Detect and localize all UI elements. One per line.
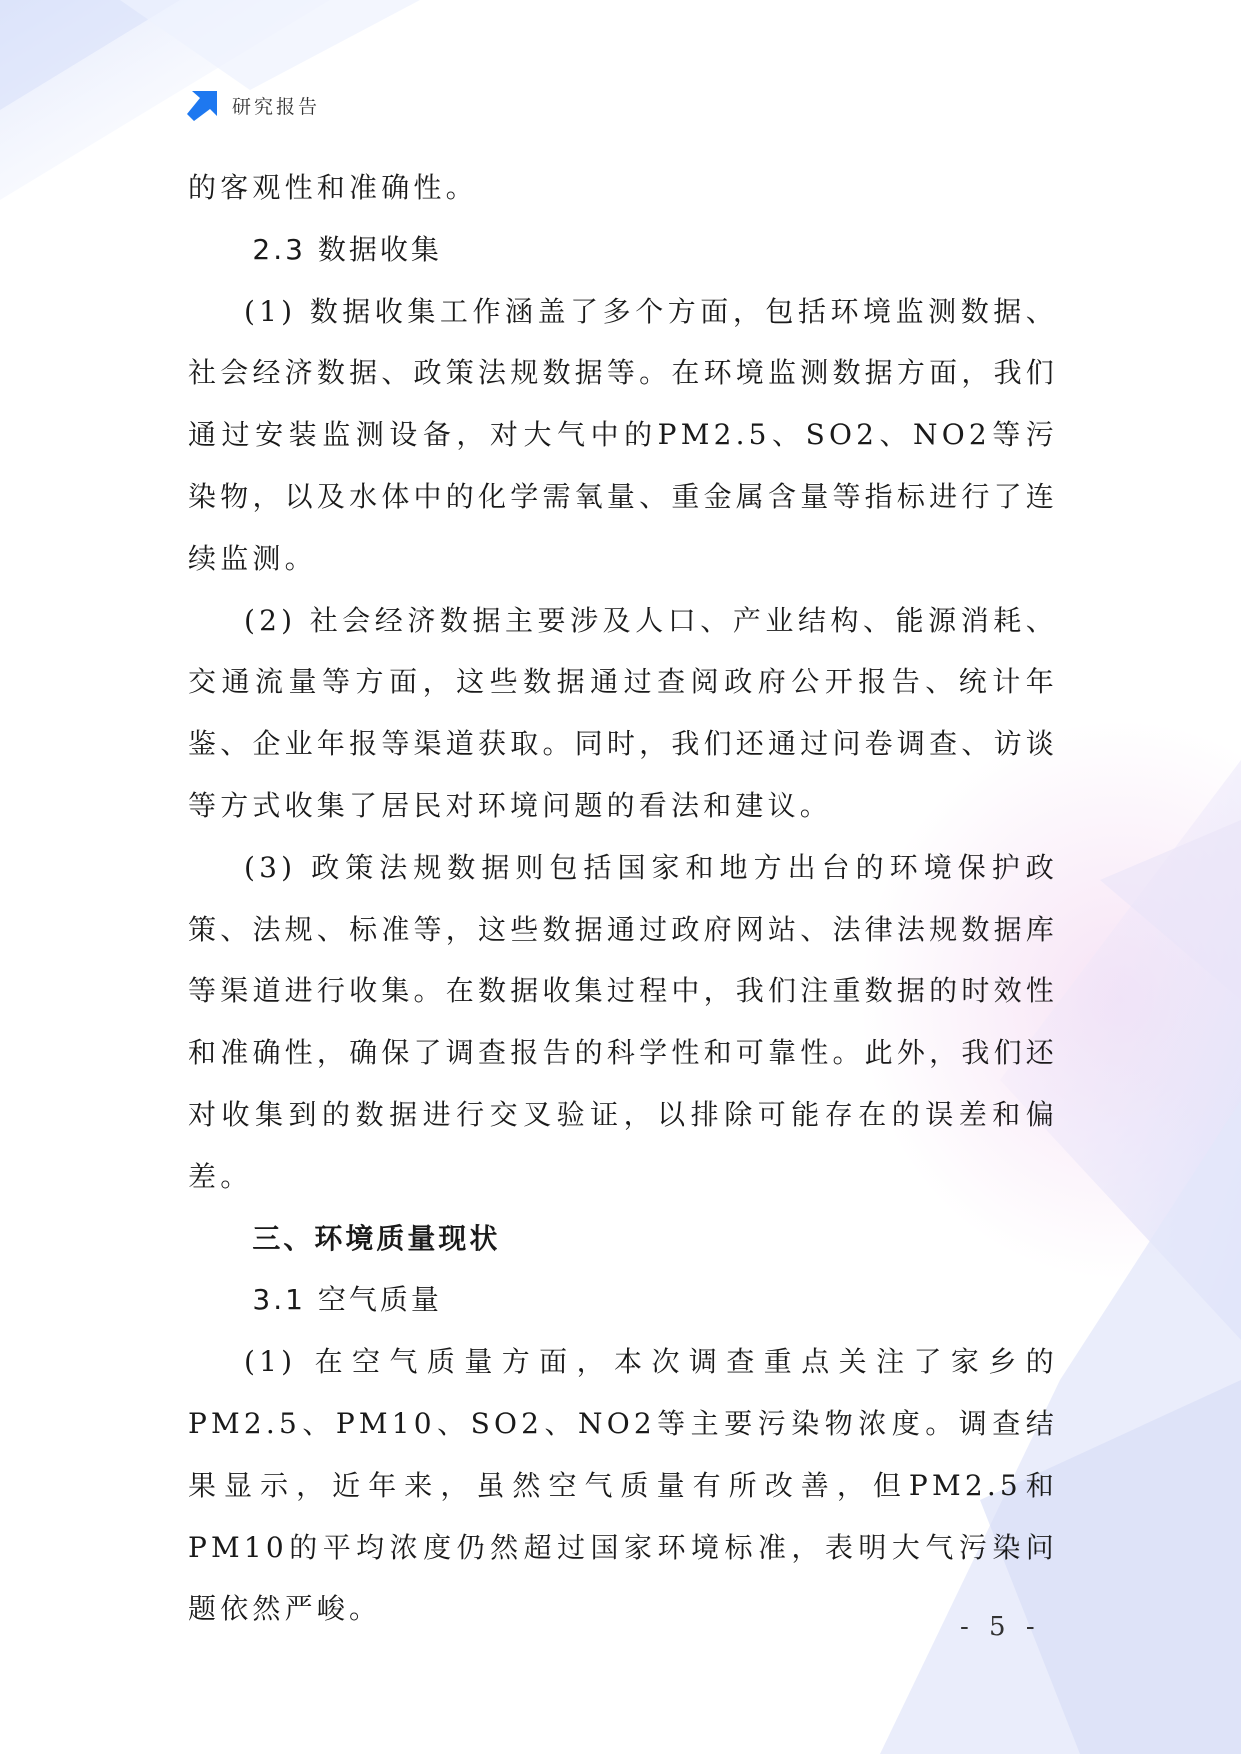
chapter-heading-3: 三、环境质量现状 bbox=[252, 1221, 501, 1255]
paragraph-data-collection-2: (2) 社会经济数据主要涉及人口、产业结构、能源消耗、交通流量等方面，这些数据通过查阅政府公开报告、统计年鉴、企业年报等渠道获取。同时，我们还通过问卷调查、访谈等方式收集了居民对环境问题的看法和建议。 bbox=[188, 603, 1058, 822]
section-heading-3-1: 3.1 空气质量 bbox=[252, 1283, 442, 1317]
paragraph-continuation: 的客观性和准确性。 bbox=[188, 171, 478, 204]
document-header bbox=[186, 88, 320, 122]
section-heading-2-3: 2.3 数据收集 bbox=[252, 232, 442, 266]
page-number: - 5 - bbox=[960, 1612, 1041, 1642]
paragraph-air-quality-1: (1) 在空气质量方面，本次调查重点关注了家乡的PM2.5、PM10、SO2、NO2等主要污染物浓度。调查结果显示，近年来，虽然空气质量有所改善，但PM2.5和PM10的平均浓度仍然超过国家环境标准，表明大气污染问题依然严峻。 bbox=[188, 1345, 1058, 1626]
document-body bbox=[188, 157, 1058, 1640]
arrow-up-right-icon bbox=[186, 88, 220, 122]
paragraph-data-collection-1: (1) 数据收集工作涵盖了多个方面，包括环境监测数据、社会经济数据、政策法规数据等。在环境监测数据方面，我们通过安装监测设备，对大气中的PM2.5、SO2、NO2等污染物，以及水体中的化学需氧量、重金属含量等指标进行了连续监测。 bbox=[188, 294, 1058, 575]
paragraph-data-collection-3: (3) 政策法规数据则包括国家和地方出台的环境保护政策、法规、标准等，这些数据通过政府网站、法律法规数据库等渠道进行收集。在数据收集过程中，我们注重数据的时效性和准确性，确保了调查报告的科学性和可靠性。此外，我们还对收集到的数据进行交叉验证，以排除可能存在的误差和偏差。 bbox=[188, 850, 1058, 1193]
header-title: 研究报告 bbox=[232, 95, 321, 118]
